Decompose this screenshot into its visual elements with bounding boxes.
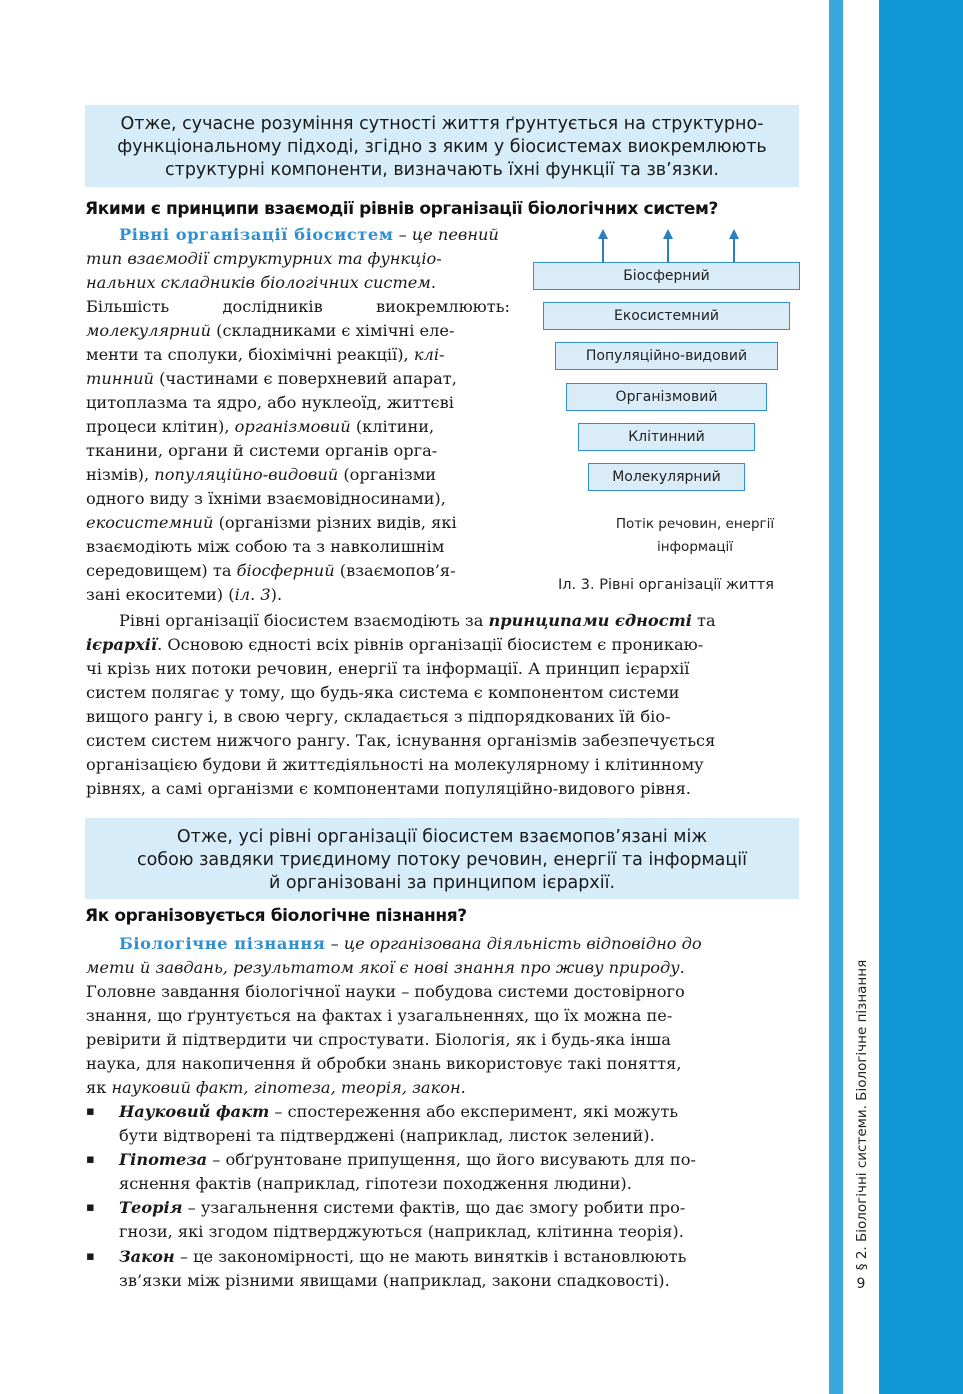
para1-line: процеси клітин), організмовий (клітини,	[86, 417, 435, 436]
bullet-line: Гіпотеза – обґрунтоване припущення, що його висувають для по-	[119, 1150, 696, 1169]
para1-line: екосистемний (організми різних видів, які	[86, 513, 457, 532]
para3-line: Біологічне пізнання – це організована діяльність відповідно до	[119, 934, 702, 953]
para1-line: середовищем) та біосферний (взаємопов’я-	[86, 561, 456, 580]
flow-label-line: Потік речовин, енергії	[615, 516, 775, 532]
bullet-marker: ▪	[86, 1152, 95, 1167]
arrow-line	[602, 238, 604, 262]
summary-line: Отже, сучасне розуміння сутності життя ґрунтується на структурно-	[120, 114, 764, 134]
level-organism: Організмовий	[566, 383, 767, 411]
bullet-line: бути відтворені та підтверджені (наприклад, листок зелений).	[119, 1126, 655, 1145]
para3-line: мети й завдань, результатом якої є нові знання про живу природу.	[86, 958, 685, 977]
para1-line: тинний (частинами є поверхневий апарат,	[86, 369, 457, 388]
bullet-marker: ▪	[86, 1249, 95, 1264]
para1-line: одного виду з їхніми взаємовідносинами),	[86, 489, 446, 508]
para1-line: Більшість дослідників виокремлюють:	[86, 297, 510, 316]
summary-line: функціональному підході, згідно з яким у біосистемах виокремлюють	[117, 137, 767, 157]
para1-line: нізмів), популяційно-видовий (організми	[86, 465, 437, 484]
para2-line: систем полягає у тому, що будь-яка система є компонентом системи	[86, 683, 680, 702]
section-heading-2: Як організовується біологічне пізнання?	[85, 906, 467, 926]
summary-box-1	[85, 105, 799, 187]
summary-line: Отже, усі рівні організації біосистем взаємопов’язані між	[176, 827, 708, 847]
para2-line: чі крізь них потоки речовин, енергії та інформації. А принцип ієрархії	[86, 659, 690, 678]
arrow-line	[667, 238, 669, 262]
para2-line: організацією будови й життєдіяльності на молекулярному і клітинному	[86, 755, 704, 774]
sidebar-stripe-light	[829, 0, 843, 1394]
para1-line: зані екоситеми) (іл. 3).	[86, 585, 283, 604]
arrow-line	[733, 238, 735, 262]
bullet-marker: ▪	[86, 1104, 95, 1119]
section-heading-1: Якими є принципи взаємодії рівнів організації біологічних систем?	[85, 199, 718, 219]
para1-line: цитоплазма та ядро, або нуклеоїд, життєві	[86, 393, 454, 412]
bullet-line: гнози, які згодом підтверджуються (наприклад, клітинна теорія).	[119, 1222, 684, 1241]
para1-line: тип взаємодії структурних та функціо-	[86, 249, 442, 268]
page-number: 9	[856, 1276, 866, 1292]
bullet-line: Теорія – узагальнення системи фактів, що дає змогу робити про-	[119, 1198, 686, 1217]
level-cell: Клітинний	[578, 423, 755, 451]
para3-line: як науковий факт, гіпотеза, теорія, закон.	[86, 1078, 466, 1097]
para2-line: вищого рангу і, в свою чергу, складається з підпорядкованих їй біо-	[86, 707, 671, 726]
arrow-up-icon	[598, 229, 608, 239]
para3-line: Головне завдання біологічної науки – побудова системи достовірного	[86, 982, 685, 1001]
para1-line: Рівні організації біосистем – це певний	[119, 225, 499, 244]
para1-line: менти та сполуки, біохімічні реакції), клі-	[86, 345, 445, 364]
para2-line: рівнях, а самі організми є компонентами популяційно-видового рівня.	[86, 779, 691, 798]
summary-box-2	[85, 818, 799, 899]
arrow-up-icon	[663, 229, 673, 239]
level-population: Популяційно-видовий	[555, 342, 778, 370]
figure-caption: Іл. 3. Рівні організації життя	[558, 577, 774, 593]
summary-line: й організовані за принципом ієрархії.	[268, 873, 616, 893]
para1-line: нальних складників біологічних систем.	[86, 273, 436, 292]
para1-line: тканини, органи й системи органів орга-	[86, 441, 438, 460]
para2-line: ієрархії. Основою єдності всіх рівнів організації біосистем є проникаю-	[86, 635, 704, 654]
running-head: § 2. Біологічні системи. Біологічне пізнання	[854, 959, 870, 1271]
para3-line: ревірити й підтвердити чи спростувати. Біологія, як і будь-яка інша	[86, 1030, 671, 1049]
level-molecular: Молекулярний	[588, 463, 745, 491]
summary-line: структурні компоненти, визначають їхні функції та зв’язки.	[165, 160, 719, 180]
para3-line: знання, що ґрунтується на фактах і узагальненнях, що їх можна пе-	[86, 1006, 673, 1025]
bullet-line: Науковий факт – спостереження або експеримент, які можуть	[119, 1102, 679, 1121]
para1-line: взаємодіють між собою та з навколишнім	[86, 537, 445, 556]
arrow-up-icon	[729, 229, 739, 239]
flow-label-line: інформації	[656, 539, 734, 555]
summary-line: собою завдяки триєдиному потоку речовин, енергії та інформації	[136, 850, 748, 870]
para2-line: систем систем нижчого рангу. Так, існування організмів забезпечується	[86, 731, 716, 750]
level-biosphere: Біосферний	[533, 262, 800, 290]
bullet-line: зв’язки між різними явищами (наприклад, закони спадковості).	[119, 1271, 670, 1290]
para2-line: Рівні організації біосистем взаємодіють за принципами єдності та	[119, 611, 716, 630]
level-ecosystem: Екосистемний	[543, 302, 790, 330]
sidebar-stripe-dark	[879, 0, 963, 1394]
bullet-line: Закон – це закономірності, що не мають винятків і встановлюють	[119, 1247, 687, 1266]
bullet-marker: ▪	[86, 1200, 95, 1215]
bullet-line: яснення фактів (наприклад, гіпотези походження людини).	[119, 1174, 632, 1193]
para3-line: наука, для накопичення й обробки знань використовує такі поняття,	[86, 1054, 682, 1073]
para1-line: молекулярний (складниками є хімічні еле-	[86, 321, 455, 340]
